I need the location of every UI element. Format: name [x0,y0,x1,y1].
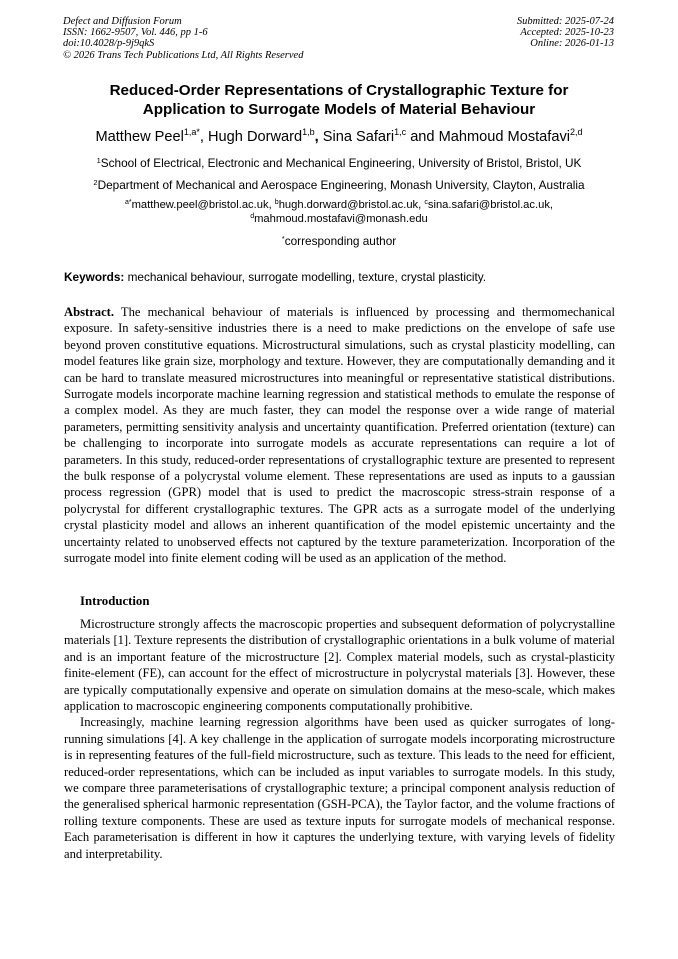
publication-dates [394,16,614,50]
issn: ISSN: 1662-9507, Vol. 446, pp 1-6 [63,27,208,39]
paper-title [40,81,638,119]
affiliation-sup: 1 [96,156,101,165]
email-list [30,198,648,226]
author-sep: and [406,129,439,145]
title-line-2: Application to Surrogate Models of Material Behaviour [142,101,536,118]
affiliation-1 [30,156,648,171]
submitted-date: Submitted: 2025-07-24 [516,16,614,27]
author-name: Matthew Peel [95,129,184,145]
accepted-date: Accepted: 2025-10-23 [520,27,614,39]
title-line-1: Reduced-Order Representations of Crystallographic Texture for [109,82,569,99]
journal-info [63,16,383,61]
introduction-body [64,616,615,862]
keywords [64,270,616,285]
email-sup: c [424,199,428,206]
journal-name: Defect and Diffusion Forum [63,16,182,27]
paragraph: Microstructure strongly affects the macroscopic properties and subsequent deformation of polycrystalline materials [1]. Texture represents the distribution of crystallographic orientations in a bulk volume of material and is an important feature of the microstructure [2]. Complex material models, such as crystal-plasticity finite-element (FE), can account for the effect of microstructure in polycrystal materials [3]. However, these are typically computationally expensive and operate on simulation domains at the meso-scale, which makes application to macroscopic engineering components computationally prohibitive. [64,617,615,714]
author-name: Hugh Dorward [208,129,303,145]
keywords-label: Keywords: [64,270,125,284]
email-link[interactable]: hugh.dorward@bristol.ac.uk, [278,199,425,211]
email-sup: a* [124,199,132,206]
email-sup: d [250,213,255,220]
email-link[interactable]: mahmoud.mostafavi@monash.edu [254,213,428,225]
affiliation-2 [30,178,648,193]
abstract-text: The mechanical behaviour of materials is influenced by processing and thermomechanical exposure. In safety-sensitive industries there is a need to make predictions on the envelope of safe use beyond proven constitutive equations. Microstructural simulations, such as crystal plasticity modelling, can model features like grain size, morphology and texture. However, they are computationally demanding and it can be hard to translate measured microstructures into meaningful or representative statistical distributions. Surrogate models incorporate machine learning regression and statistical methods to emulate the response of a complex model. As they are much faster, they can model the response over a wide range of material parameters, permitting sensitivity analysis and uncertainty quantification. Preferred orientation (texture) can be challenging to incorporate into surrogate models as accurate representations can require a lot of parameters. In this study, reduced-order representations of crystallographic texture are presented to represent the bulk response of a polycrystal volume element. These representations are used as inputs to a gaussian process regression (GPR) model that is used to predict the macroscopic stress-strain response of a polycrystal for different crystallographic textures. The GPR acts as a surrogate model of the underlying crystal plasticity model and allows an inherent quantification of the model epistemic uncertainty and the uncertainty related to unobserved effects not captured by the texture parameterization. Incorporation of the surrogate model into finite element coding will be used as an application of the method. [64,305,615,566]
author-sep: , [314,129,323,145]
author-sep: , [199,129,209,145]
doi: doi:10.4028/p-9j9qkS [63,38,155,50]
author-name: Sina Safari [322,129,395,145]
affiliation-text: Department of Mechanical and Aerospace Engineering, Monash University, Clayton, Australia [97,178,585,192]
affiliation-sup: 2 [93,178,98,187]
corresponding-author-note [30,234,648,249]
email-sup: b [274,199,279,206]
author-sup: 1,b [302,127,315,137]
online-date: Online: 2026-01-13 [530,38,614,50]
author-list [30,128,648,146]
paragraph: Increasingly, machine learning regression algorithms have been used as quicker surrogates of long-running simulations [4]. A key challenge in the application of surrogate models incorporating microstructure is in representing features of the full-field microstructure, such as texture. This leads to the need for efficient, reduced-order representations, which can be included as input variables to surrogate models. In this study, we compare three parameterisations of crystallographic texture; a principal component analysis reduction of the generalised spherical harmonic representation (GSH-PCA), the Taylor factor, and the volume fractions of rolling texture components. These are used as texture inputs for surrogate models of mechanical response. Each parameterisation is different in how it captures the underlying texture, with varying levels of fidelity and interpretability. [64,715,615,861]
author-sup: 1,a* [183,127,200,137]
author-sup: 2,d [570,127,583,137]
corresponding-sup: * [281,234,285,243]
affiliation-text: School of Electrical, Electronic and Mechanical Engineering, University of Bristol, Bristol, UK [100,156,582,170]
keywords-text: mechanical behaviour, surrogate modelling, texture, crystal plasticity. [124,270,487,284]
abstract [64,304,615,567]
author-sup: 1,c [394,127,407,137]
section-heading-introduction: Introduction [80,594,150,608]
email-link[interactable]: matthew.peel@bristol.ac.uk, [131,199,275,211]
email-link[interactable]: sina.safari@bristol.ac.uk, [427,199,554,211]
copyright: © 2026 Trans Tech Publications Ltd, All Rights Reserved [63,49,304,61]
author-name: Mahmoud Mostafavi [438,129,571,145]
abstract-label: Abstract. [64,305,115,319]
corresponding-text: corresponding author [284,234,397,248]
